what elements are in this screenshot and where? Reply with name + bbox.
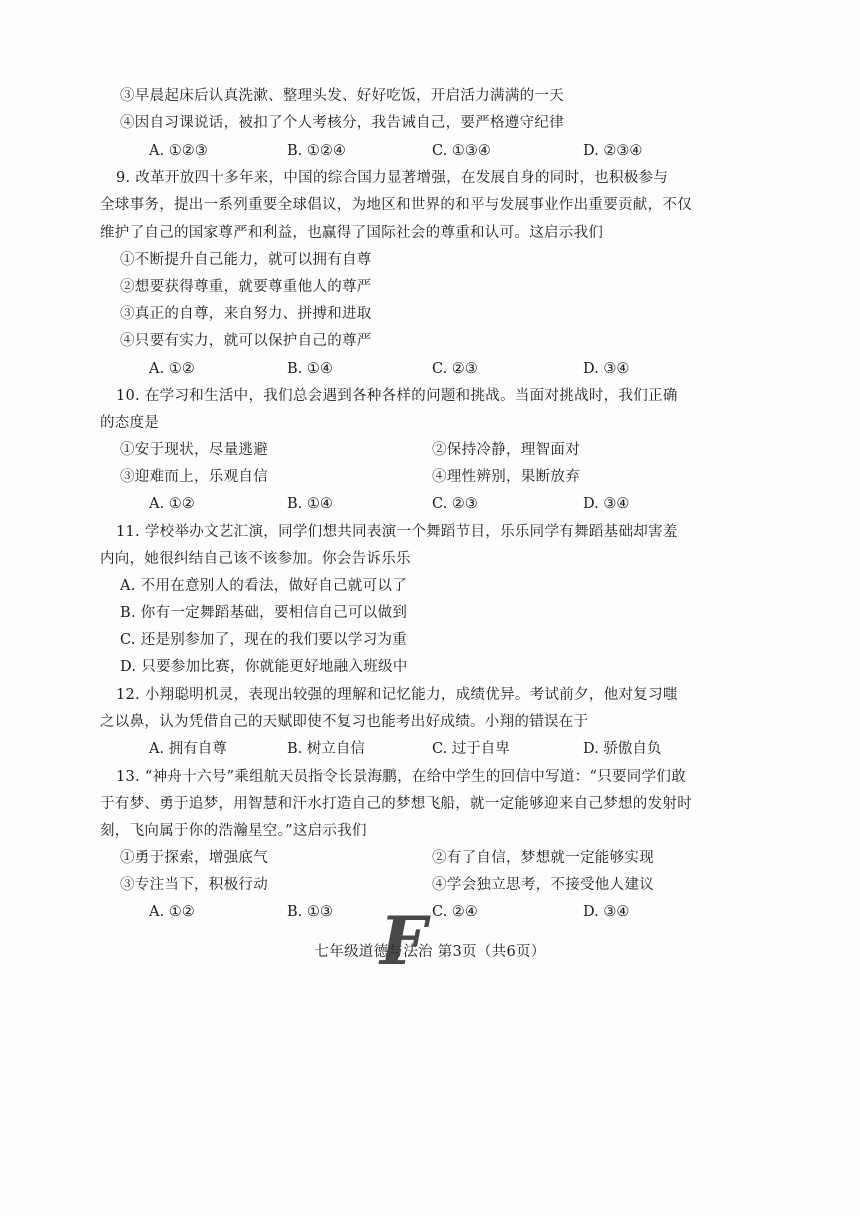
q9-option-1: ①不断提升自己能力，就可以拥有自尊: [120, 252, 372, 268]
q13-option-2: ②有了自信，梦想就一定能够实现: [432, 850, 654, 866]
q9-stem-line-2: 全球事务，提出一系列重要全球倡议，为地区和世界的和平与发展事业作出重要贡献，不仅: [100, 197, 692, 213]
q13-stem-line-3: 刻，飞向属于你的浩瀚星空。”这启示我们: [100, 823, 367, 839]
q11-choice-a: A. 不用在意别人的看法，做好自己就可以了: [120, 578, 407, 594]
q13-stem-line-1: 13. “神舟十六号”乘组航天员指令长景海鹏，在给中学生的回信中写道：“只要同学们敢: [116, 769, 687, 785]
q11-stem-line-2: 内向，她很纠结自己该不该参加。你会告诉乐乐: [100, 551, 411, 567]
q13-choice-d: D. ③④: [583, 904, 630, 920]
q8-choice-d: D. ②③④: [583, 143, 643, 159]
q13-option-4: ④学会独立思考，不接受他人建议: [432, 877, 654, 893]
q12-choice-c: C. 过于自卑: [432, 741, 510, 757]
q8-option-3: ③早晨起床后认真洗漱、整理头发、好好吃饭，开启活力满满的一天: [120, 88, 564, 104]
q8-choice-c: C. ①③④: [432, 143, 491, 159]
q8-choice-b: B. ①②④: [287, 143, 346, 159]
q10-option-1: ①安于现状，尽量逃避: [120, 442, 268, 458]
q9-stem-line-3: 维护了自己的国家尊严和利益，也赢得了国际社会的尊重和认可。这启示我们: [100, 225, 604, 241]
q13-choice-a: A. ①②: [149, 904, 195, 920]
q11-choice-b: B. 你有一定舞蹈基础，要相信自己可以做到: [120, 605, 408, 621]
q11-choice-d: D. 只要参加比赛，你就能更好地融入班级中: [120, 659, 408, 675]
q10-stem-line-2: 的态度是: [100, 415, 160, 431]
q13-stem-line-2: 于有梦、勇于追梦，用智慧和汗水打造自己的梦想飞船，就一定能够迎来自己梦想的发射时: [100, 796, 692, 812]
q10-choice-c: C. ②③: [432, 496, 478, 512]
q10-choice-a: A. ①②: [149, 496, 195, 512]
q12-choice-a: A. 拥有自尊: [149, 741, 227, 757]
q10-stem-line-1: 10. 在学习和生活中，我们总会遇到各种各样的问题和挑战。当面对挑战时，我们正确: [116, 388, 678, 404]
q13-choice-c: C. ②④: [432, 904, 478, 920]
q9-choice-c: C. ②③: [432, 361, 478, 377]
q9-option-4: ④只要有实力，就可以保护自己的尊严: [120, 333, 372, 349]
q9-choice-b: B. ①④: [287, 361, 333, 377]
q11-stem-line-1: 11. 学校举办文艺汇演，同学们想共同表演一个舞蹈节目，乐乐同学有舞蹈基础却害羞: [116, 524, 678, 540]
q13-option-3: ③专注当下，积极行动: [120, 877, 268, 893]
q10-choice-b: B. ①④: [287, 496, 333, 512]
q12-choice-d: D. 骄傲自负: [583, 741, 662, 757]
q9-option-2: ②想要获得尊重，就要尊重他人的尊严: [120, 279, 372, 295]
q10-option-4: ④理性辨别，果断放弃: [432, 469, 580, 485]
q12-stem-line-2: 之以鼻，认为凭借自己的天赋即使不复习也能考出好成绩。小翔的错误在于: [100, 714, 589, 730]
page-footer: 七年级道德与法治 第3页（共6页）: [314, 944, 546, 960]
watermark-stamp: F: [380, 902, 427, 980]
q8-choice-a: A. ①②③: [149, 143, 208, 159]
q10-choice-d: D. ③④: [583, 496, 630, 512]
q12-stem-line-1: 12. 小翔聪明机灵，表现出较强的理解和记忆能力，成绩优异。考试前夕，他对复习嗤: [116, 687, 678, 703]
q9-choice-a: A. ①②: [149, 361, 195, 377]
q9-choice-d: D. ③④: [583, 361, 630, 377]
q10-option-3: ③迎难而上，乐观自信: [120, 469, 268, 485]
q13-choice-b: B. ①③: [287, 904, 333, 920]
q12-choice-b: B. 树立自信: [287, 741, 365, 757]
q9-stem-line-1: 9. 改革开放四十多年来，中国的综合国力显著增强，在发展自身的同时，也积极参与: [116, 170, 669, 186]
q9-option-3: ③真正的自尊，来自努力、拼搏和进取: [120, 306, 372, 322]
q10-option-2: ②保持冷静，理智面对: [432, 442, 580, 458]
q8-option-4: ④因自习课说话，被扣了个人考核分，我告诫自己，要严格遵守纪律: [120, 115, 564, 131]
q13-option-1: ①勇于探索，增强底气: [120, 850, 268, 866]
q11-choice-c: C. 还是别参加了，现在的我们要以学习为重: [120, 632, 408, 648]
